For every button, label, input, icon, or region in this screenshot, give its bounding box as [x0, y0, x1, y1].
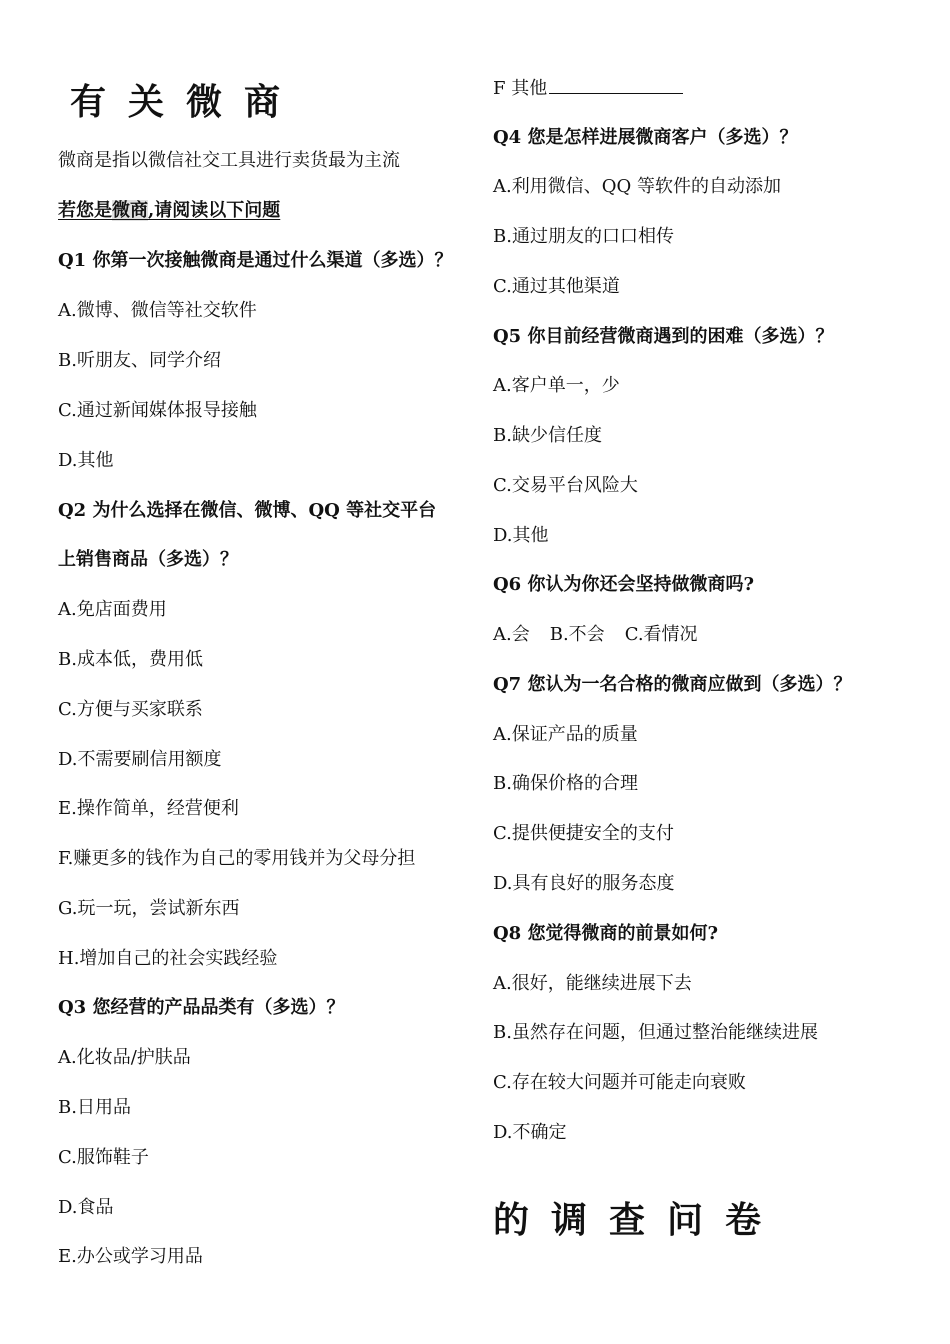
q2-option-b: B.成本低，费用低 — [58, 649, 203, 670]
q1-option-a: A.微博、微信等社交软件 — [58, 300, 257, 321]
fill-in-blank — [549, 77, 683, 94]
q5-option-d: D.其他 — [493, 525, 549, 546]
q8-option-d: D.不确定 — [493, 1122, 567, 1143]
q1-question: Q1 你第一次接触微商是通过什么渠道（多选）？ — [58, 250, 453, 271]
q2-option-a: A.免店面费用 — [58, 599, 167, 620]
page-title-part2: 的调查问卷 — [493, 1199, 784, 1241]
q3-question: Q3 您经营的产品品类有（多选）？ — [58, 997, 345, 1018]
q2-option-d: D.不需要刷信用额度 — [58, 749, 222, 770]
q4-option-c: C.通过其他渠道 — [493, 276, 620, 297]
q7-option-c: C.提供便捷安全的支付 — [493, 823, 674, 844]
q3-option-e: E.办公或学习用品 — [58, 1246, 203, 1267]
q3-option-b: B.日用品 — [58, 1097, 131, 1118]
q2-option-f: F.赚更多的钱作为自己的零用钱并为父母分担 — [58, 848, 416, 869]
q3-option-f-label: F 其他 — [493, 78, 548, 99]
q2-option-e: E.操作简单，经营便利 — [58, 798, 239, 819]
q3-option-c: C.服饰鞋子 — [58, 1147, 149, 1168]
q3-option-f — [493, 77, 683, 100]
q8-question: Q8 您觉得微商的前景如何? — [493, 923, 719, 944]
intro-instruction — [58, 200, 280, 222]
q3-option-a: A.化妆品/护肤品 — [58, 1047, 191, 1068]
q4-question: Q4 您是怎样进展微商客户（多选）？ — [493, 127, 798, 148]
q6-options — [493, 624, 698, 646]
intro-instruction-highlight: 微商 — [112, 200, 148, 221]
q8-option-b: B.虽然存在问题，但通过整治能继续进展 — [493, 1022, 818, 1043]
q2-option-c: C.方便与买家联系 — [58, 699, 203, 720]
q8-option-a: A.很好，能继续进展下去 — [493, 973, 692, 994]
q4-option-b: B.通过朋友的口口相传 — [493, 226, 674, 247]
q6-question: Q6 你认为你还会坚持做微商吗? — [493, 574, 755, 595]
page-title-part1: 有关微商 — [70, 81, 303, 123]
q7-option-a: A.保证产品的质量 — [493, 724, 638, 745]
q1-option-c: C.通过新闻媒体报导接触 — [58, 400, 257, 421]
q7-question: Q7 您认为一名合格的微商应做到（多选）？ — [493, 674, 852, 695]
intro-instruction-post: ,请阅读以下问题 — [148, 200, 281, 221]
q7-option-b: B.确保价格的合理 — [493, 773, 638, 794]
q5-option-b: B.缺少信任度 — [493, 425, 602, 446]
q3-option-d: D.食品 — [58, 1197, 114, 1218]
q5-option-a: A.客户单一，少 — [493, 375, 620, 396]
q2-option-h: H.增加自己的社会实践经验 — [58, 948, 278, 969]
q7-option-d: D.具有良好的服务态度 — [493, 873, 675, 894]
q5-question: Q5 你目前经营微商遇到的困难（多选）？ — [493, 326, 834, 347]
q4-option-a: A.利用微信、QQ 等软件的自动添加 — [493, 176, 781, 197]
q6-option-c: C.看情况 — [624, 624, 698, 645]
q2-question-line2: 上销售商品（多选）？ — [58, 549, 238, 570]
q8-option-c: C.存在较大问题并可能走向衰败 — [493, 1072, 746, 1093]
q1-option-b: B.听朋友、同学介绍 — [58, 350, 221, 371]
q6-option-a: A.会 — [493, 624, 530, 645]
q6-option-b: B.不会 — [549, 624, 605, 645]
q2-question-line1: Q2 为什么选择在微信、微博、QQ 等社交平台 — [58, 500, 437, 521]
intro-line: 微商是指以微信社交工具进行卖货最为主流 — [58, 150, 400, 171]
q5-option-c: C.交易平台风险大 — [493, 475, 638, 496]
intro-instruction-pre: 若您是 — [58, 200, 112, 221]
q1-option-d: D.其他 — [58, 450, 114, 471]
q2-option-g: G.玩一玩，尝试新东西 — [58, 898, 240, 919]
